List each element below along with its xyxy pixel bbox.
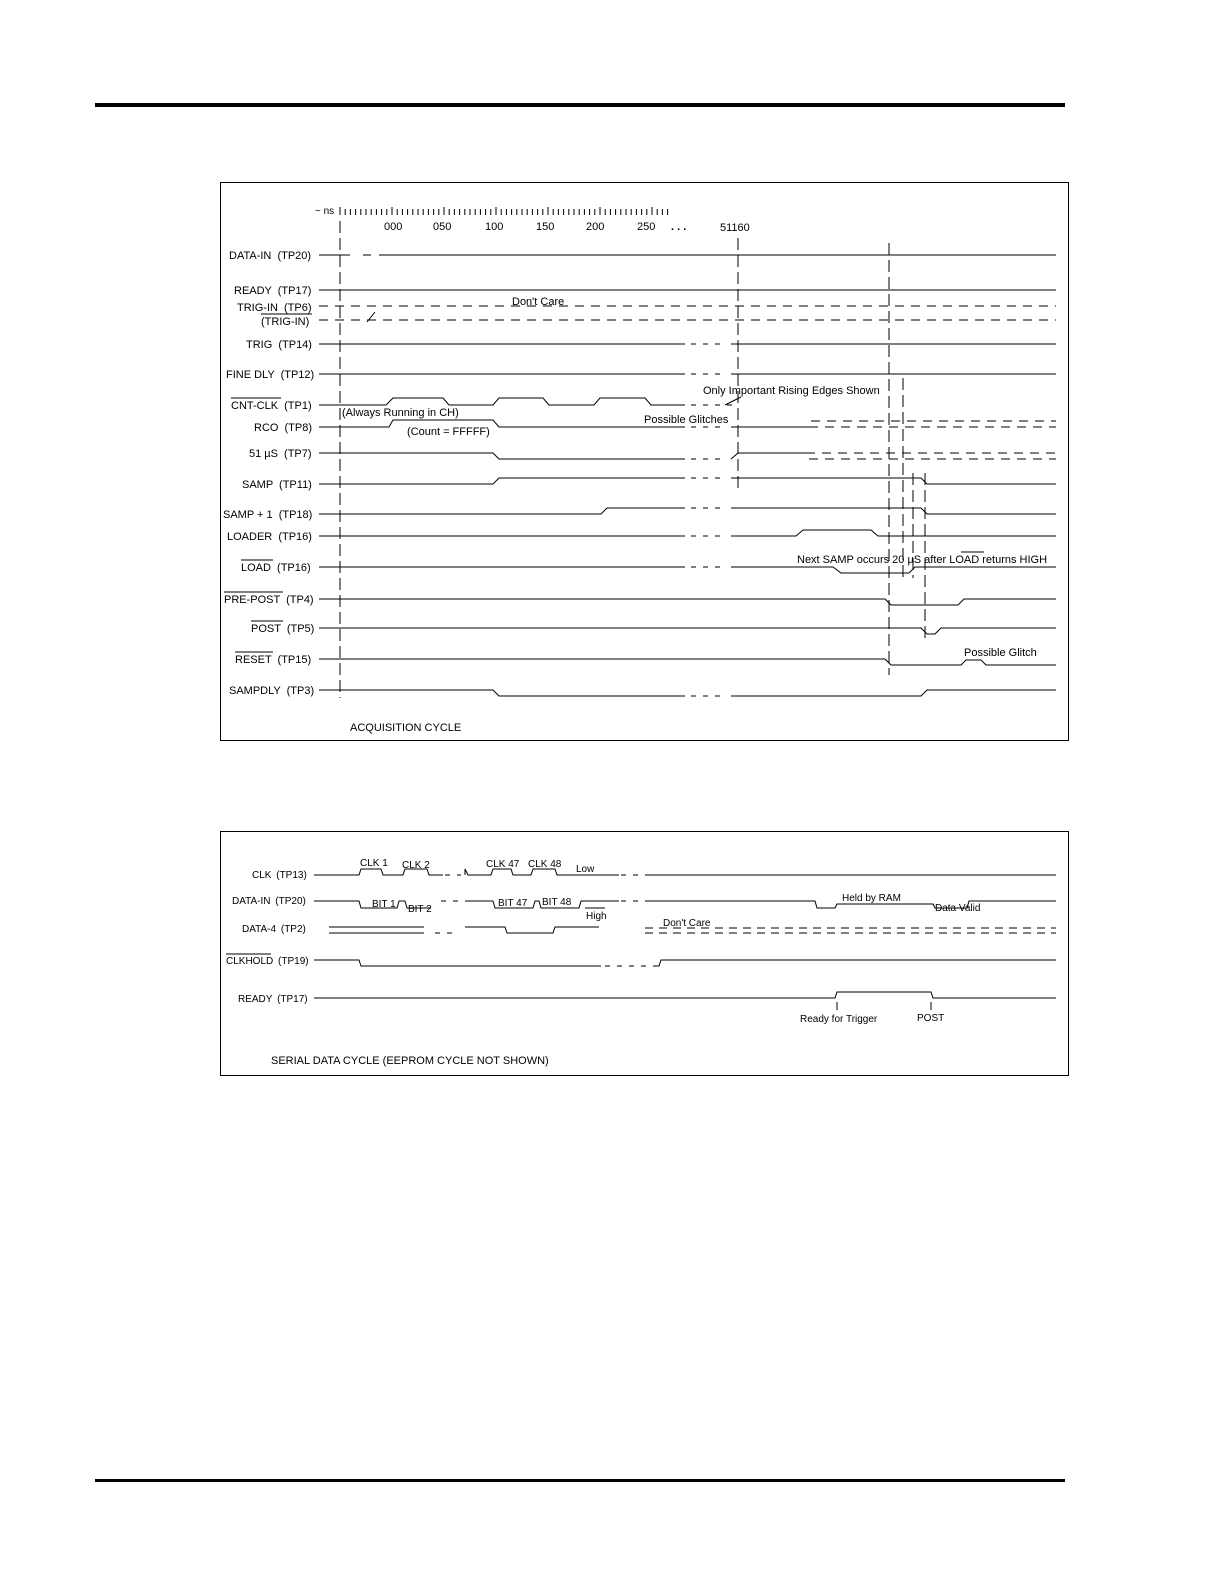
annotation-count: (Count = FFFFF) [407, 426, 490, 438]
annotation-dont-care: Don't Care [663, 918, 711, 929]
waveform-51us [319, 453, 1056, 459]
waveform-sampdly [319, 690, 1056, 696]
ruler-ellipsis: . . . [671, 221, 687, 233]
annotation-bit-2: BIT 2 [408, 904, 432, 915]
signal-label-data-in: DATA-IN (TP20) [232, 896, 306, 907]
ruler-tick-label: 050 [433, 221, 452, 233]
signal-label-load: LOAD (TP16) [241, 562, 311, 574]
waveform-samp-plus-1 [319, 508, 1056, 514]
acquisition-caption: ACQUISITION CYCLE [350, 722, 462, 734]
signal-label-clkhold: CLKHOLD (TP19) [226, 956, 309, 967]
waveform-clkhold [314, 960, 1056, 966]
waveform-trig-in-inverted [319, 312, 1056, 322]
waveform-pre-post [319, 599, 1056, 605]
serial-data-cycle-diagram [220, 831, 1069, 1076]
annotation-data-valid: Data Valid [935, 903, 981, 914]
signal-label-reset: RESET (TP15) [235, 654, 312, 666]
ruler-tick-label: 100 [485, 221, 504, 233]
annotation-clk-47: CLK 47 [486, 859, 520, 870]
signal-label-loader: LOADER (TP16) [227, 531, 312, 543]
signal-label-pre-post: PRE-POST (TP4) [224, 594, 314, 606]
annotation-clk-48: CLK 48 [528, 859, 562, 870]
signal-label-post: POST (TP5) [251, 623, 315, 635]
ruler-tick-label: 250 [637, 221, 656, 233]
signal-label-data-4: DATA-4 (TP2) [242, 924, 306, 935]
annotation-rising-edges: Only Important Rising Edges Shown [703, 385, 880, 397]
ruler-ticks [340, 207, 668, 215]
annotation-post: POST [917, 1013, 945, 1024]
annotation-bit-48: BIT 48 [542, 897, 572, 908]
signal-label-trig: TRIG (TP14) [246, 339, 312, 351]
serial-caption: SERIAL DATA CYCLE (EEPROM CYCLE NOT SHOWN) [271, 1055, 549, 1067]
signal-label-trig-in: TRIG-IN (TP6) [237, 302, 312, 314]
annotation-bit-47: BIT 47 [498, 898, 528, 909]
waveform-loader [319, 530, 1056, 536]
annotation-always-running: (Always Running in CH) [342, 407, 459, 419]
signal-label-cnt-clk: CNT-CLK (TP1) [231, 400, 312, 412]
ruler-tick-label: 000 [384, 221, 403, 233]
signal-label-ready: READY (TP17) [234, 285, 312, 297]
ruler-unit: ~ ns [315, 206, 335, 217]
signal-label-samp: SAMP (TP11) [242, 479, 312, 491]
signal-label-ready: READY (TP17) [238, 994, 308, 1005]
signal-label-51us: 51 µS (TP7) [249, 448, 312, 460]
annotation-dont-care: Don't Care [512, 296, 565, 308]
annotation-clk-2: CLK 2 [402, 860, 430, 871]
annotation-ready-for-trigger: Ready for Trigger [800, 1014, 878, 1025]
signal-label-data-in: DATA-IN (TP20) [229, 250, 312, 262]
top-rule [95, 103, 1065, 107]
serial-timing-svg [221, 832, 1070, 1077]
annotation-next-samp: Next SAMP occurs 20 µS after LOAD returns HIGH [797, 554, 1048, 566]
waveform-post [319, 628, 1056, 634]
signal-label-fine-dly: FINE DLY (TP12) [226, 369, 315, 381]
signal-label-rco: RCO (TP8) [254, 422, 313, 434]
annotation-high: High [586, 911, 607, 922]
waveform-reset [319, 659, 1056, 665]
signal-label-clk: CLK (TP13) [252, 870, 307, 881]
acquisition-timing-svg [221, 183, 1070, 742]
ruler-end-value: 51160 [720, 222, 750, 234]
annotation-low: Low [576, 864, 595, 875]
annotation-possible-glitches: Possible Glitches [644, 414, 729, 426]
waveform-ready [314, 992, 1056, 1010]
ruler-tick-label: 200 [586, 221, 605, 233]
signal-label-sampdly: SAMPDLY (TP3) [229, 685, 315, 697]
annotation-clk-1: CLK 1 [360, 858, 388, 869]
annotation-possible-glitch: Possible Glitch [964, 647, 1037, 659]
waveform-load [319, 567, 1056, 573]
acquisition-cycle-diagram [220, 182, 1069, 741]
waveform-cnt-clk [319, 397, 741, 405]
waveform-samp [319, 478, 1056, 484]
annotation-held-by-ram: Held by RAM [842, 893, 901, 904]
annotation-bit-1: BIT 1 [372, 899, 396, 910]
bottom-rule [95, 1479, 1065, 1482]
signal-label-samp-plus-1: SAMP + 1 (TP18) [223, 509, 313, 521]
signal-label-trig-in-inverted: (TRIG-IN) [261, 316, 310, 328]
ruler-tick-label: 150 [536, 221, 555, 233]
